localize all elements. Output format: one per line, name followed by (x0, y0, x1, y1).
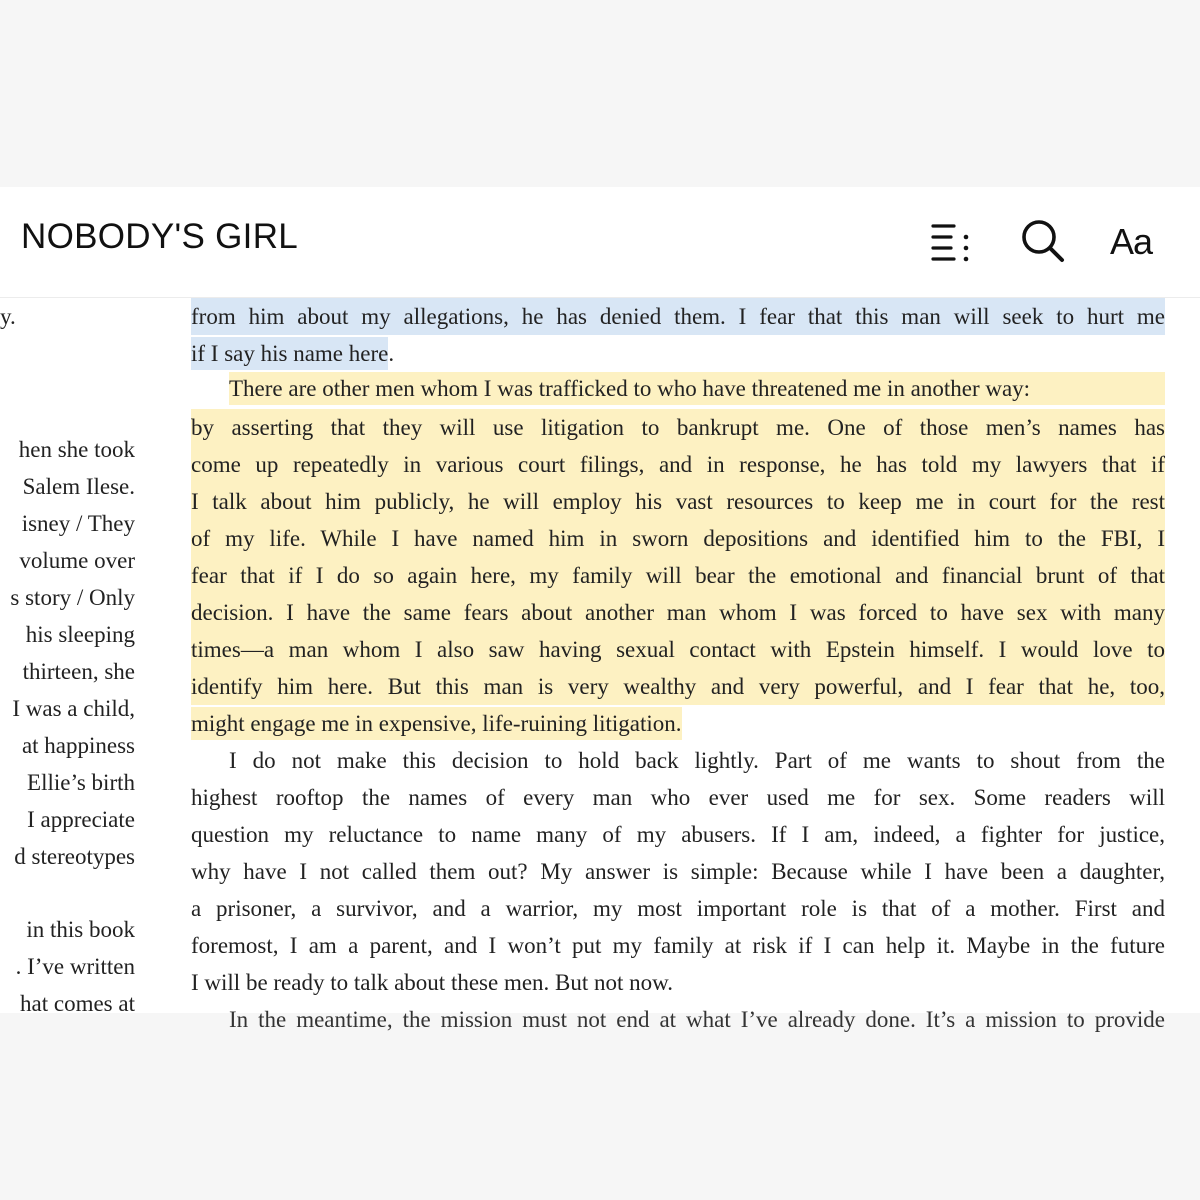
paragraph-line: why have I not called them out? My answer is simple: Because while I have been a daughter, (191, 859, 1165, 884)
table-of-contents-icon[interactable] (928, 217, 978, 267)
paragraph-line: I do not make this decision to hold back lightly. Part of me wants to shout from the (229, 748, 1165, 773)
yellow-highlight-line[interactable]: times—a man whom I also saw having sexual contact with Epstein himself. I would love to (191, 631, 1165, 668)
previous-page-line: I was a child, (12, 696, 135, 721)
yellow-highlight-line-end[interactable] (191, 705, 1165, 742)
reader-screen (0, 187, 1200, 1032)
paragraph-line: a prisoner, a survivor, and a warrior, my most important role is that of a mother. First and (191, 896, 1165, 921)
yellow-highlight-line[interactable]: decision. I have the same fears about another man whom I was forced to have sex with many (191, 594, 1165, 631)
yellow-highlight-line[interactable]: identify him here. But this man is very wealthy and very powerful, and I fear that he, too, (191, 668, 1165, 705)
font-settings-button[interactable]: Aa (1110, 221, 1153, 262)
previous-page-line: Ellie’s birth (27, 770, 135, 795)
previous-page-line: Salem Ilese. (22, 474, 135, 499)
book-title: NOBODY'S GIRL (21, 217, 299, 256)
paragraph-line: foremost, I am a parent, and I won’t put my family at risk if I can help it. Maybe in the future (191, 933, 1165, 958)
yellow-highlight-line[interactable]: by asserting that they will use litigation to bankrupt me. One of those men’s names has (191, 409, 1165, 446)
previous-page-line: thirteen, she (22, 659, 135, 684)
yellow-highlight-span[interactable]: might engage me in expensive, life-ruining litigation. (191, 707, 682, 740)
paragraph-line: question my reluctance to name many of my abusers. If I am, indeed, a fighter for justice, (191, 822, 1165, 847)
cut-off-line: In the meantime, the mission must not end at what I’ve already done. It’s a mission to provide (229, 1007, 1165, 1032)
text-fragment: . (388, 341, 395, 366)
yellow-highlight-line[interactable]: of my life. While I have named him in sworn depositions and identified him to the FBI, I (191, 520, 1165, 557)
previous-page-line: . I’ve written (15, 954, 135, 979)
blue-highlight-line[interactable]: from him about my allegations, he has denied them. I fear that this man will seek to hurt me (191, 298, 1165, 335)
previous-page-line: volume over (19, 548, 135, 573)
reading-area (0, 298, 1200, 1032)
search-icon[interactable] (1018, 217, 1068, 267)
paragraph-line: I will be ready to talk about these men. But not now. (191, 970, 674, 995)
yellow-highlight-line[interactable]: fear that if I do so again here, my family will bear the emotional and financial brunt of that (191, 557, 1165, 594)
previous-page-line: his sleeping (25, 622, 135, 647)
reader-toolbar (0, 187, 1200, 298)
previous-page-line: hen she took (18, 437, 135, 462)
previous-page-line: hat comes at (20, 991, 135, 1016)
previous-page-line: at happiness (21, 733, 135, 758)
previous-page-line: in this book (26, 917, 135, 942)
yellow-highlight-span[interactable]: There are other men whom I was trafficked to who have threatened me in another way: (229, 372, 1165, 405)
previous-page-line: d stereotypes (14, 844, 135, 869)
previous-page-column (0, 298, 135, 1016)
previous-page-line: I appreciate (27, 807, 135, 832)
previous-page-line: y. (0, 304, 16, 329)
current-page-column (191, 298, 1165, 1038)
paragraph-line: highest rooftop the names of every man who ever used me for sex. Some readers will (191, 785, 1165, 810)
yellow-highlight-line[interactable]: I talk about him publicly, he will employ his vast resources to keep me in court for the rest (191, 483, 1165, 520)
previous-page-line: s story / Only (10, 585, 135, 610)
yellow-highlight-line-start[interactable] (191, 372, 1165, 409)
blue-highlight-span[interactable]: if I say his name here (191, 337, 388, 370)
yellow-highlight-line[interactable]: come up repeatedly in various court filings, and in response, he has told my lawyers that if (191, 446, 1165, 483)
previous-page-line: isney / They (21, 511, 135, 536)
blue-highlight-line-end[interactable] (191, 335, 1165, 372)
